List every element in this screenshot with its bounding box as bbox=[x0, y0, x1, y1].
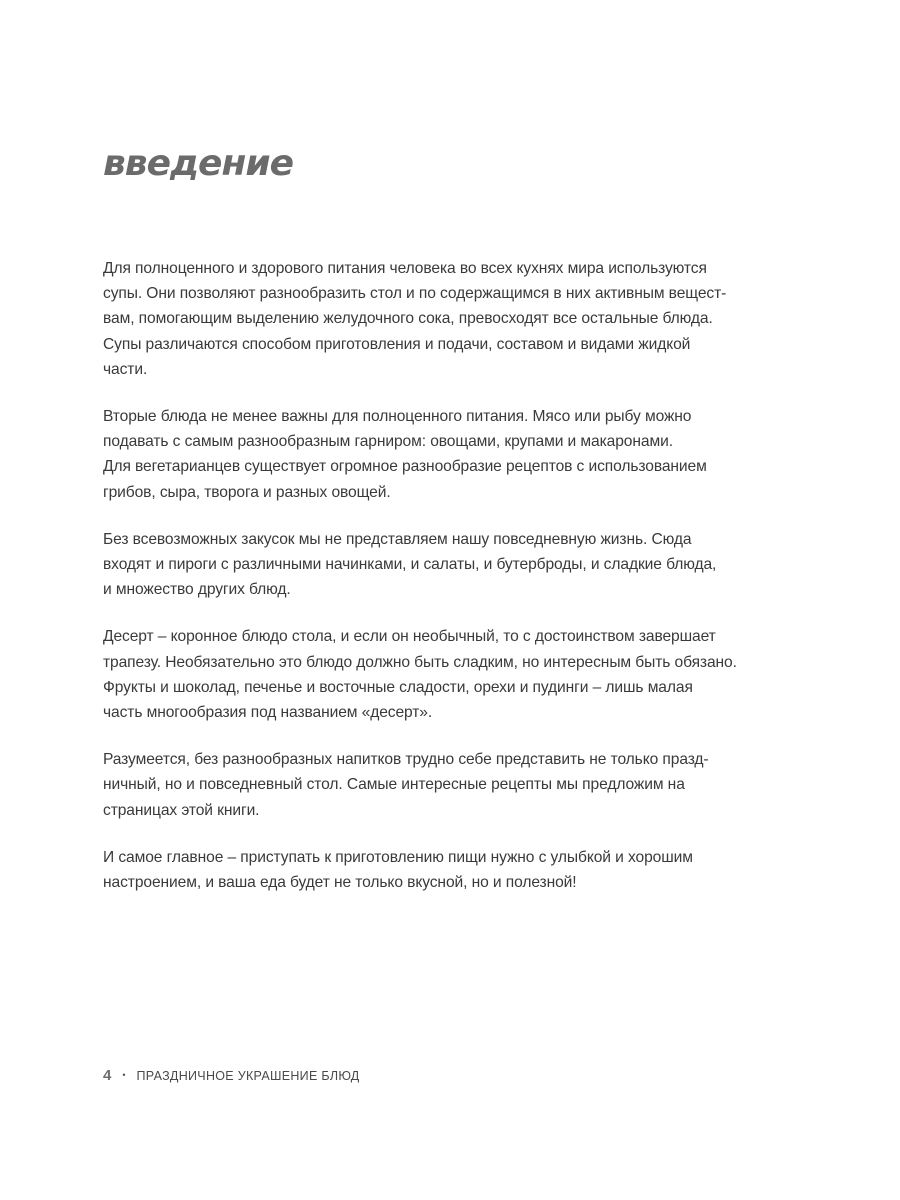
paragraph-conclusion bbox=[103, 845, 763, 895]
text-line: Вторые блюда не менее важны для полноценного питания. Мясо или рыбу можно bbox=[103, 408, 692, 426]
text-line: входят и пироги с различными начинками, и салаты, и бутерброды, и сладкие блюда, bbox=[103, 556, 717, 574]
text-line: Супы различаются способом приготовления и подачи, составом и видами жидкой bbox=[103, 335, 691, 353]
text-line: Для вегетарианцев существует огромное разнообразие рецептов с использованием bbox=[103, 458, 707, 476]
running-title: ПРАЗДНИЧНОЕ УКРАШЕНИЕ БЛЮД bbox=[136, 1069, 360, 1083]
page-heading: введение bbox=[103, 143, 293, 184]
text-line: Для полноценного и здорового питания человека во всех кухнях мира используются bbox=[103, 260, 707, 277]
text-line: и множество других блюд. bbox=[103, 581, 291, 599]
page-number: 4 bbox=[103, 1067, 112, 1084]
bullet-separator: • bbox=[122, 1070, 126, 1080]
text-line: Разумеется, без разнообразных напитков трудно себе представить не только празд- bbox=[103, 751, 709, 769]
text-line: части. bbox=[103, 360, 148, 378]
text-line: вам, помогающим выделению желудочного сока, превосходят все остальные блюда. bbox=[103, 310, 713, 328]
page-footer bbox=[103, 1067, 360, 1084]
body-text bbox=[103, 256, 763, 917]
text-line: Десерт – коронное блюдо стола, и если он необычный, то с достоинством завершает bbox=[103, 628, 716, 646]
text-line: супы. Они позволяют разнообразить стол и по содержащимся в них активным вещест- bbox=[103, 285, 727, 303]
text-line: часть многообразия под названием «десерт». bbox=[103, 704, 433, 722]
paragraph-soups bbox=[103, 256, 763, 382]
text-line: ничный, но и повседневный стол. Самые интересные рецепты мы предложим на bbox=[103, 776, 685, 794]
text-line: И самое главное – приступать к приготовлению пищи нужно с улыбкой и хорошим bbox=[103, 848, 693, 866]
paragraph-drinks bbox=[103, 747, 763, 823]
text-line: Фрукты и шоколад, печенье и восточные сладости, орехи и пудинги – лишь малая bbox=[103, 678, 693, 696]
text-line: трапезу. Необязательно это блюдо должно быть сладким, но интересным быть обязано. bbox=[103, 653, 737, 671]
paragraph-main-courses bbox=[103, 404, 763, 505]
text-line: Без всевозможных закусок мы не представляем нашу повседневную жизнь. Сюда bbox=[103, 530, 692, 548]
text-line: грибов, сыра, творога и разных овощей. bbox=[103, 483, 391, 501]
text-line: настроением, и ваша еда будет не только вкусной, но и полезной! bbox=[103, 874, 577, 892]
text-line: страницах этой книги. bbox=[103, 801, 260, 819]
paragraph-appetizers bbox=[103, 527, 763, 603]
text-line: подавать с самым разнообразным гарниром: овощами, крупами и макаронами. bbox=[103, 433, 673, 451]
paragraph-dessert bbox=[103, 624, 763, 725]
